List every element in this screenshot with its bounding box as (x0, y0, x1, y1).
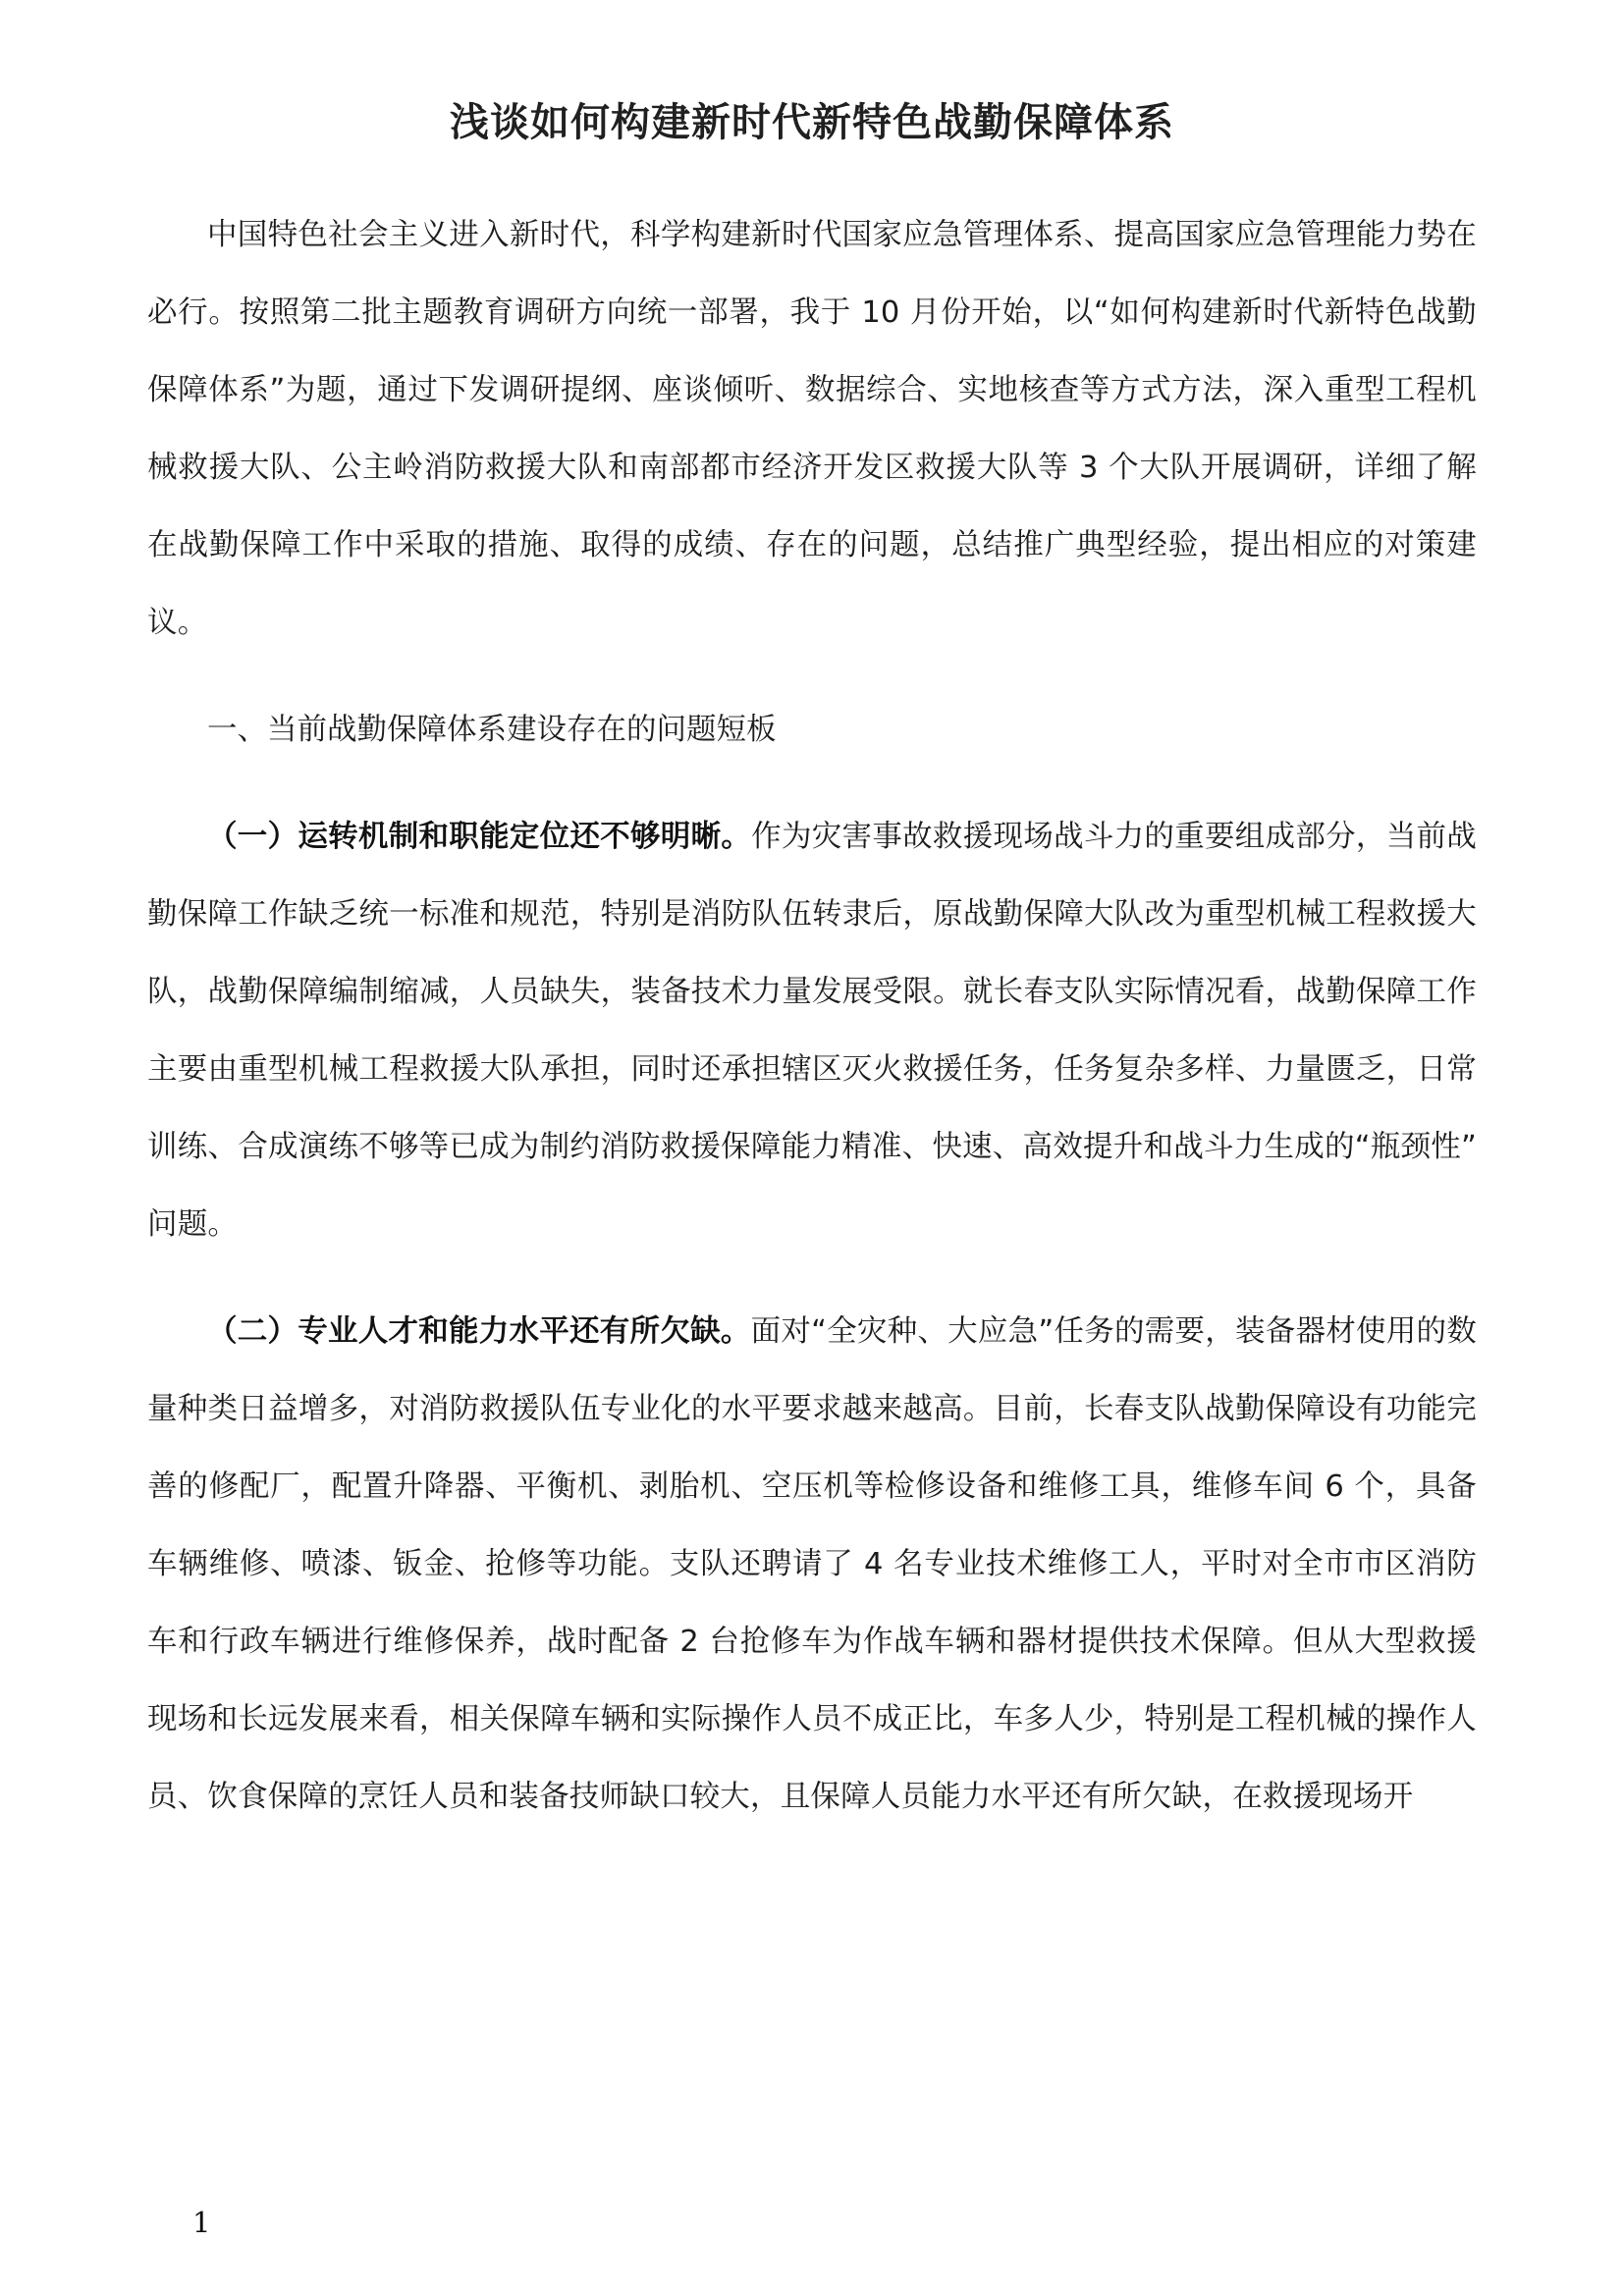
subsection-one-paragraph (147, 798, 1477, 1263)
subsection-two-lead: （二）专业人才和能力水平还有所欠缺。 (207, 1314, 751, 1349)
spacer-before-subsection-one (147, 769, 1477, 798)
section-one-heading: 一、当前战勤保障体系建设存在的问题短板 (207, 713, 777, 747)
subsection-one-lead: （一）运转机制和职能定位还不够明晰。 (207, 820, 752, 854)
spacer-after-title (147, 151, 1477, 196)
spacer-before-section-heading (147, 662, 1477, 691)
spacer-before-subsection-two (147, 1263, 1477, 1293)
subsection-two-body: 面对“全灾种、大应急”任务的需要，装备器材使用的数量种类日益增多，对消防救援队伍专业化的水平要求越来越高。目前，长春支队战勤保障设有功能完善的修配厂，配置升降器、平衡机、剥胎机、空压机等检修设备和维修工具，维修车间 6 个，具备车辆维修、喷漆、钣金、抢修等功能。支队还聘请了 4 名专业技术维修工人，平时对全市市区消防车和行政车辆进行维修保养，战时配备 2 台抢修车为作战车辆和器材提供技术保障。但从大型救援现场和长远发展来看，相关保障车辆和实际操作人员不成正比，车多人少，特别是工程机械的操作人员、饮食保障的烹饪人员和装备技师缺口较大，且保障人员能力水平还有所欠缺，在救援现场开 (147, 1314, 1477, 1814)
page-title: 浅谈如何构建新时代新特色战勤保障体系 (450, 100, 1174, 145)
subsection-two-paragraph (147, 1293, 1477, 1836)
document-body (147, 94, 1477, 1836)
intro-paragraph: 中国特色社会主义进入新时代，科学构建新时代国家应急管理体系、提高国家应急管理能力势在必行。按照第二批主题教育调研方向统一部署，我于 10 月份开始，以“如何构建新时代新特色战勤保障体系”为题，通过下发调研提纲、座谈倾听、数据综合、实地核查等方式方法，深入重型工程机械救援大队、公主岭消防救援大队和南部都市经济开发区救援大队等 3 个大队开展调研，详细了解在战勤保障工作中采取的措施、取得的成绩、存在的问题，总结推广典型经验，提出相应的对策建议。 (147, 218, 1477, 640)
subsection-one-body: 作为灾害事故救援现场战斗力的重要组成部分，当前战勤保障工作缺乏统一标准和规范，特别是消防队伍转隶后，原战勤保障大队改为重型机械工程救援大队，战勤保障编制缩减，人员缺失，装备技术力量发展受限。就长春支队实际情况看，战勤保障工作主要由重型机械工程救援大队承担，同时还承担辖区灭火救援任务，任务复杂多样、力量匮乏，日常训练、合成演练不够等已成为制约消防救援保障能力精准、快速、高效提升和战斗力生成的“瓶颈性”问题。 (147, 820, 1477, 1242)
page-number: 1 (192, 2206, 211, 2239)
